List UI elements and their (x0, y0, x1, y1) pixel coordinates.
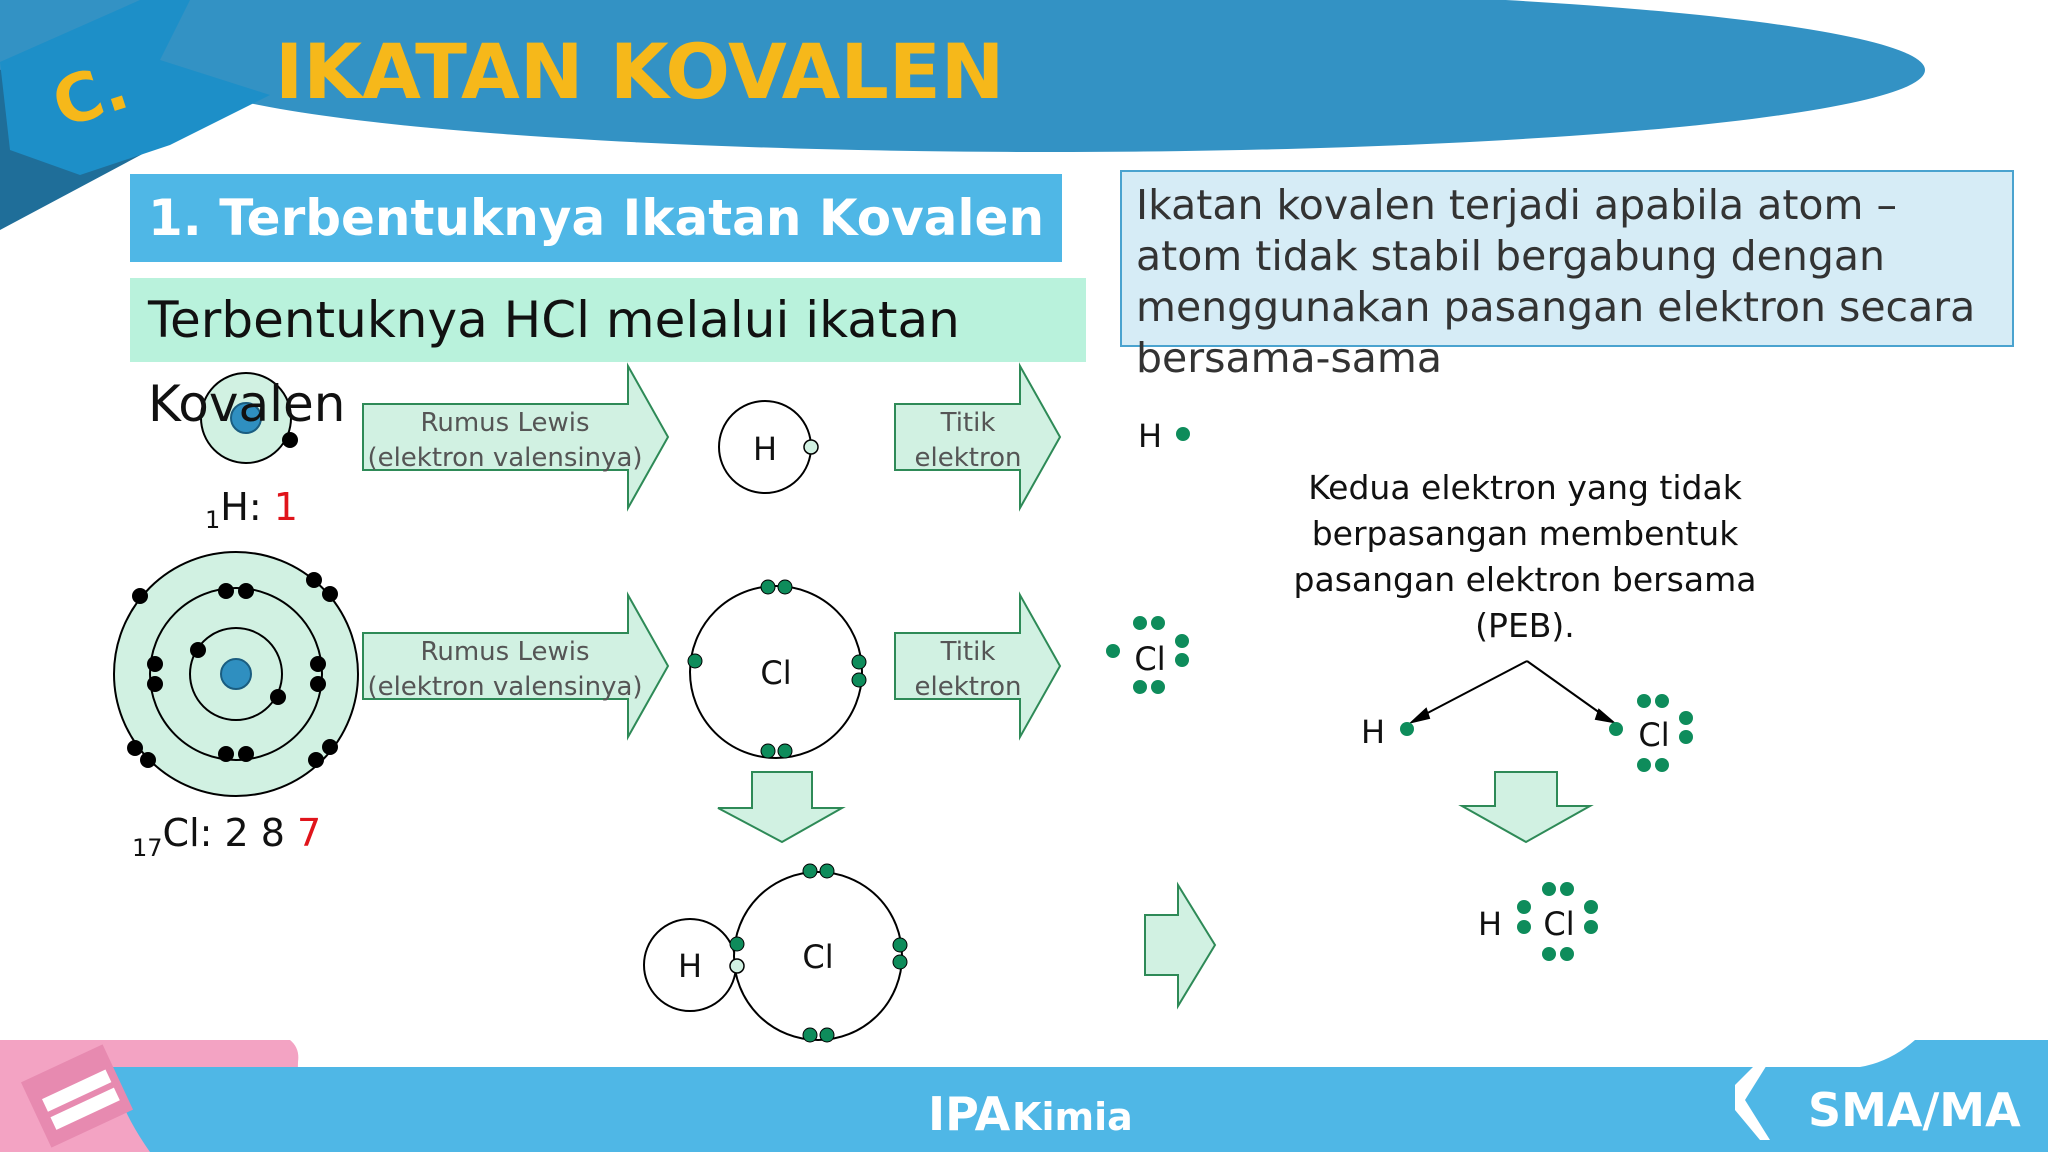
peb-branch-arrows (1412, 661, 1613, 722)
dot-arrow-chlorine (895, 595, 1060, 737)
peb-explanation: Kedua elektron yang tidak berpasangan membentuk pasangan elektron bersama (PEB). (1293, 468, 1757, 645)
hydrogen-electron-dot (1138, 417, 1190, 455)
peb-hydrogen (1361, 713, 1414, 751)
svg-text:(elektron valensinya): (elektron valensinya) (367, 672, 643, 702)
svg-text:elektron: elektron (914, 443, 1022, 473)
hcl-electron-dot-structure (1478, 882, 1598, 961)
svg-text:Rumus Lewis: Rumus Lewis (420, 637, 590, 667)
svg-text:H: H (1477, 905, 1503, 943)
footer (0, 1040, 2048, 1152)
svg-text:H: H (1137, 417, 1163, 455)
svg-text:(elektron valensinya): (elektron valensinya) (367, 443, 643, 473)
chlorine-lewis-circle (688, 580, 866, 758)
chlorine-valence: 7 (297, 811, 322, 855)
subtitle-bar: 1. Terbentuknya Ikatan Kovalen (130, 174, 1062, 262)
chlorine-config-label: $_{17}$Cl: 2 8 7 (132, 811, 322, 862)
subheading-bar: Terbentuknya HCl melalui ikatan Kovalen (130, 278, 1086, 362)
down-arrow-lewis (718, 772, 842, 842)
peb-chlorine (1609, 694, 1693, 772)
svg-text:Titik: Titik (940, 637, 996, 667)
right-arrow-result (1145, 885, 1215, 1006)
svg-text:elektron: elektron (914, 672, 1022, 702)
hcl-lewis-combined (644, 864, 907, 1042)
svg-text:H: H (1360, 713, 1386, 751)
footer-ipa: IPA (928, 1087, 1011, 1141)
lewis-arrow-chlorine (363, 595, 668, 737)
section-letter: C. (43, 47, 138, 144)
svg-text:Cl: Cl (802, 938, 834, 976)
footer-subject: Kimia (1012, 1095, 1133, 1139)
hydrogen-config-label: $_1$H: 1 (205, 485, 298, 534)
chlorine-nucleus (221, 659, 251, 689)
svg-text:Cl: Cl (1543, 905, 1575, 943)
svg-text:Cl: Cl (1638, 716, 1670, 754)
svg-text:Cl: Cl (760, 654, 792, 692)
chlorine-bohr-model (114, 552, 358, 796)
svg-text:H: H (677, 947, 703, 985)
svg-text:Cl: Cl (1134, 640, 1166, 678)
down-arrow-peb (1462, 772, 1590, 842)
definition-box: Ikatan kovalen terjadi apabila atom –atom tidak stabil bergabung dengan menggunakan pasangan elektron secara bersama-sama (1120, 170, 2014, 347)
chlorine-electron-dots (1106, 616, 1189, 694)
lewis-arrow-hydrogen (363, 366, 668, 508)
dot-arrow-hydrogen (895, 366, 1060, 508)
hydrogen-valence: 1 (273, 485, 298, 529)
footer-level: SMA/MA (1808, 1083, 2021, 1137)
svg-text:H: H (752, 430, 778, 468)
hydrogen-lewis-circle (719, 401, 818, 493)
page-title: IKATAN KOVALEN (275, 27, 1005, 116)
svg-text:Rumus Lewis: Rumus Lewis (420, 408, 590, 438)
svg-text:Titik: Titik (940, 408, 996, 438)
